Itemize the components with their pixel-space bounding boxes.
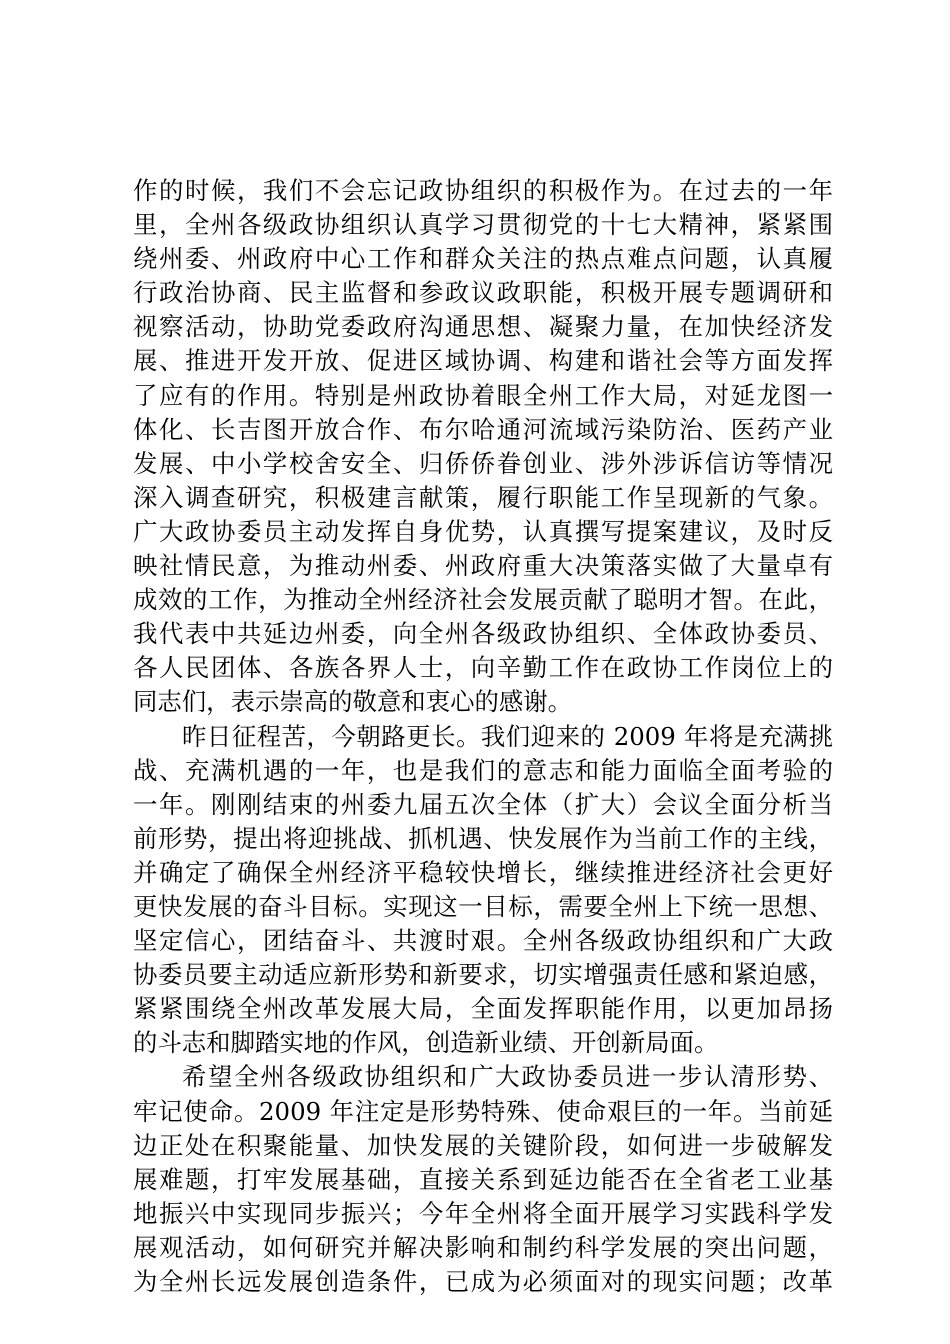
text-line: 行政治协商、民主监督和参政议政职能，积极开展专题调研和: [133, 278, 833, 308]
text-line: 体化、长吉图开放合作、布尔哈通河流域污染防治、医药产业: [133, 414, 833, 444]
text-line: 协委员要主动适应新形势和新要求，切实增强责任感和紧迫感，: [133, 960, 833, 990]
text-line: 发展、中小学校舍安全、归侨侨眷创业、涉外涉诉信访等情况: [133, 448, 833, 478]
text-line: 展、推进开发开放、促进区域协调、构建和谐社会等方面发挥: [133, 346, 833, 376]
text-line: 一年。刚刚结束的州委九届五次全体（扩大）会议全面分析当: [133, 789, 833, 819]
text-line: 昨日征程苦，今朝路更长。我们迎来的 2009 年将是充满挑: [182, 721, 833, 751]
text-line: 里，全州各级政协组织认真学习贯彻党的十七大精神，紧紧围: [133, 210, 833, 240]
text-line: 坚定信心，团结奋斗、共渡时艰。全州各级政协组织和广大政: [133, 926, 833, 956]
text-line: 视察活动，协助党委政府沟通思想、凝聚力量，在加快经济发: [133, 312, 833, 342]
text-line: 作的时候，我们不会忘记政协组织的积极作为。在过去的一年: [133, 176, 833, 205]
text-line: 地振兴中实现同步振兴；今年全州将全面开展学习实践科学发: [133, 1198, 833, 1228]
text-line: 为全州长远发展创造条件，已成为必须面对的现实问题；改革: [133, 1267, 833, 1296]
text-line: 并确定了确保全州经济平稳较快增长，继续推进经济社会更好: [133, 857, 833, 887]
text-line: 边正处在积聚能量、加快发展的关键阶段，如何进一步破解发: [133, 1130, 833, 1160]
text-line: 紧紧围绕全州改革发展大局，全面发挥职能作用，以更加昂扬: [133, 994, 833, 1024]
text-line: 我代表中共延边州委，向全州各级政协组织、全体政协委员、: [133, 619, 833, 649]
text-line: 牢记使命。2009 年注定是形势特殊、使命艰巨的一年。当前延: [133, 1096, 833, 1126]
text-line: 了应有的作用。特别是州政协着眼全州工作大局，对延龙图一: [133, 380, 833, 410]
text-line: 深入调查研究，积极建言献策，履行职能工作呈现新的气象。: [133, 482, 833, 512]
text-line: 展难题，打牢发展基础，直接关系到延边能否在全省老工业基: [133, 1164, 833, 1194]
text-line: 希望全州各级政协组织和广大政协委员进一步认清形势、: [182, 1062, 833, 1092]
text-line: 绕州委、州政府中心工作和群众关注的热点难点问题，认真履: [133, 244, 833, 274]
text-line: 各人民团体、各族各界人士，向辛勤工作在政协工作岗位上的: [133, 653, 833, 683]
text-line: 同志们，表示崇高的敬意和衷心的感谢。: [133, 687, 573, 717]
text-line: 映社情民意，为推动州委、州政府重大决策落实做了大量卓有: [133, 551, 833, 581]
text-line: 广大政协委员主动发挥自身优势，认真撰写提案建议，及时反: [133, 516, 833, 546]
text-line: 的斗志和脚踏实地的作风，创造新业绩、开创新局面。: [133, 1028, 719, 1058]
text-line: 展观活动，如何研究并解决影响和制约科学发展的突出问题，: [133, 1232, 833, 1262]
text-line: 前形势，提出将迎挑战、抓机遇、快发展作为当前工作的主线，: [133, 823, 833, 853]
document-body-text: [133, 174, 833, 1299]
text-line: 战、充满机遇的一年，也是我们的意志和能力面临全面考验的: [133, 755, 833, 785]
text-line: 成效的工作，为推动全州经济社会发展贡献了聪明才智。在此，: [133, 585, 833, 615]
text-line: 更快发展的奋斗目标。实现这一目标，需要全州上下统一思想、: [133, 891, 833, 921]
